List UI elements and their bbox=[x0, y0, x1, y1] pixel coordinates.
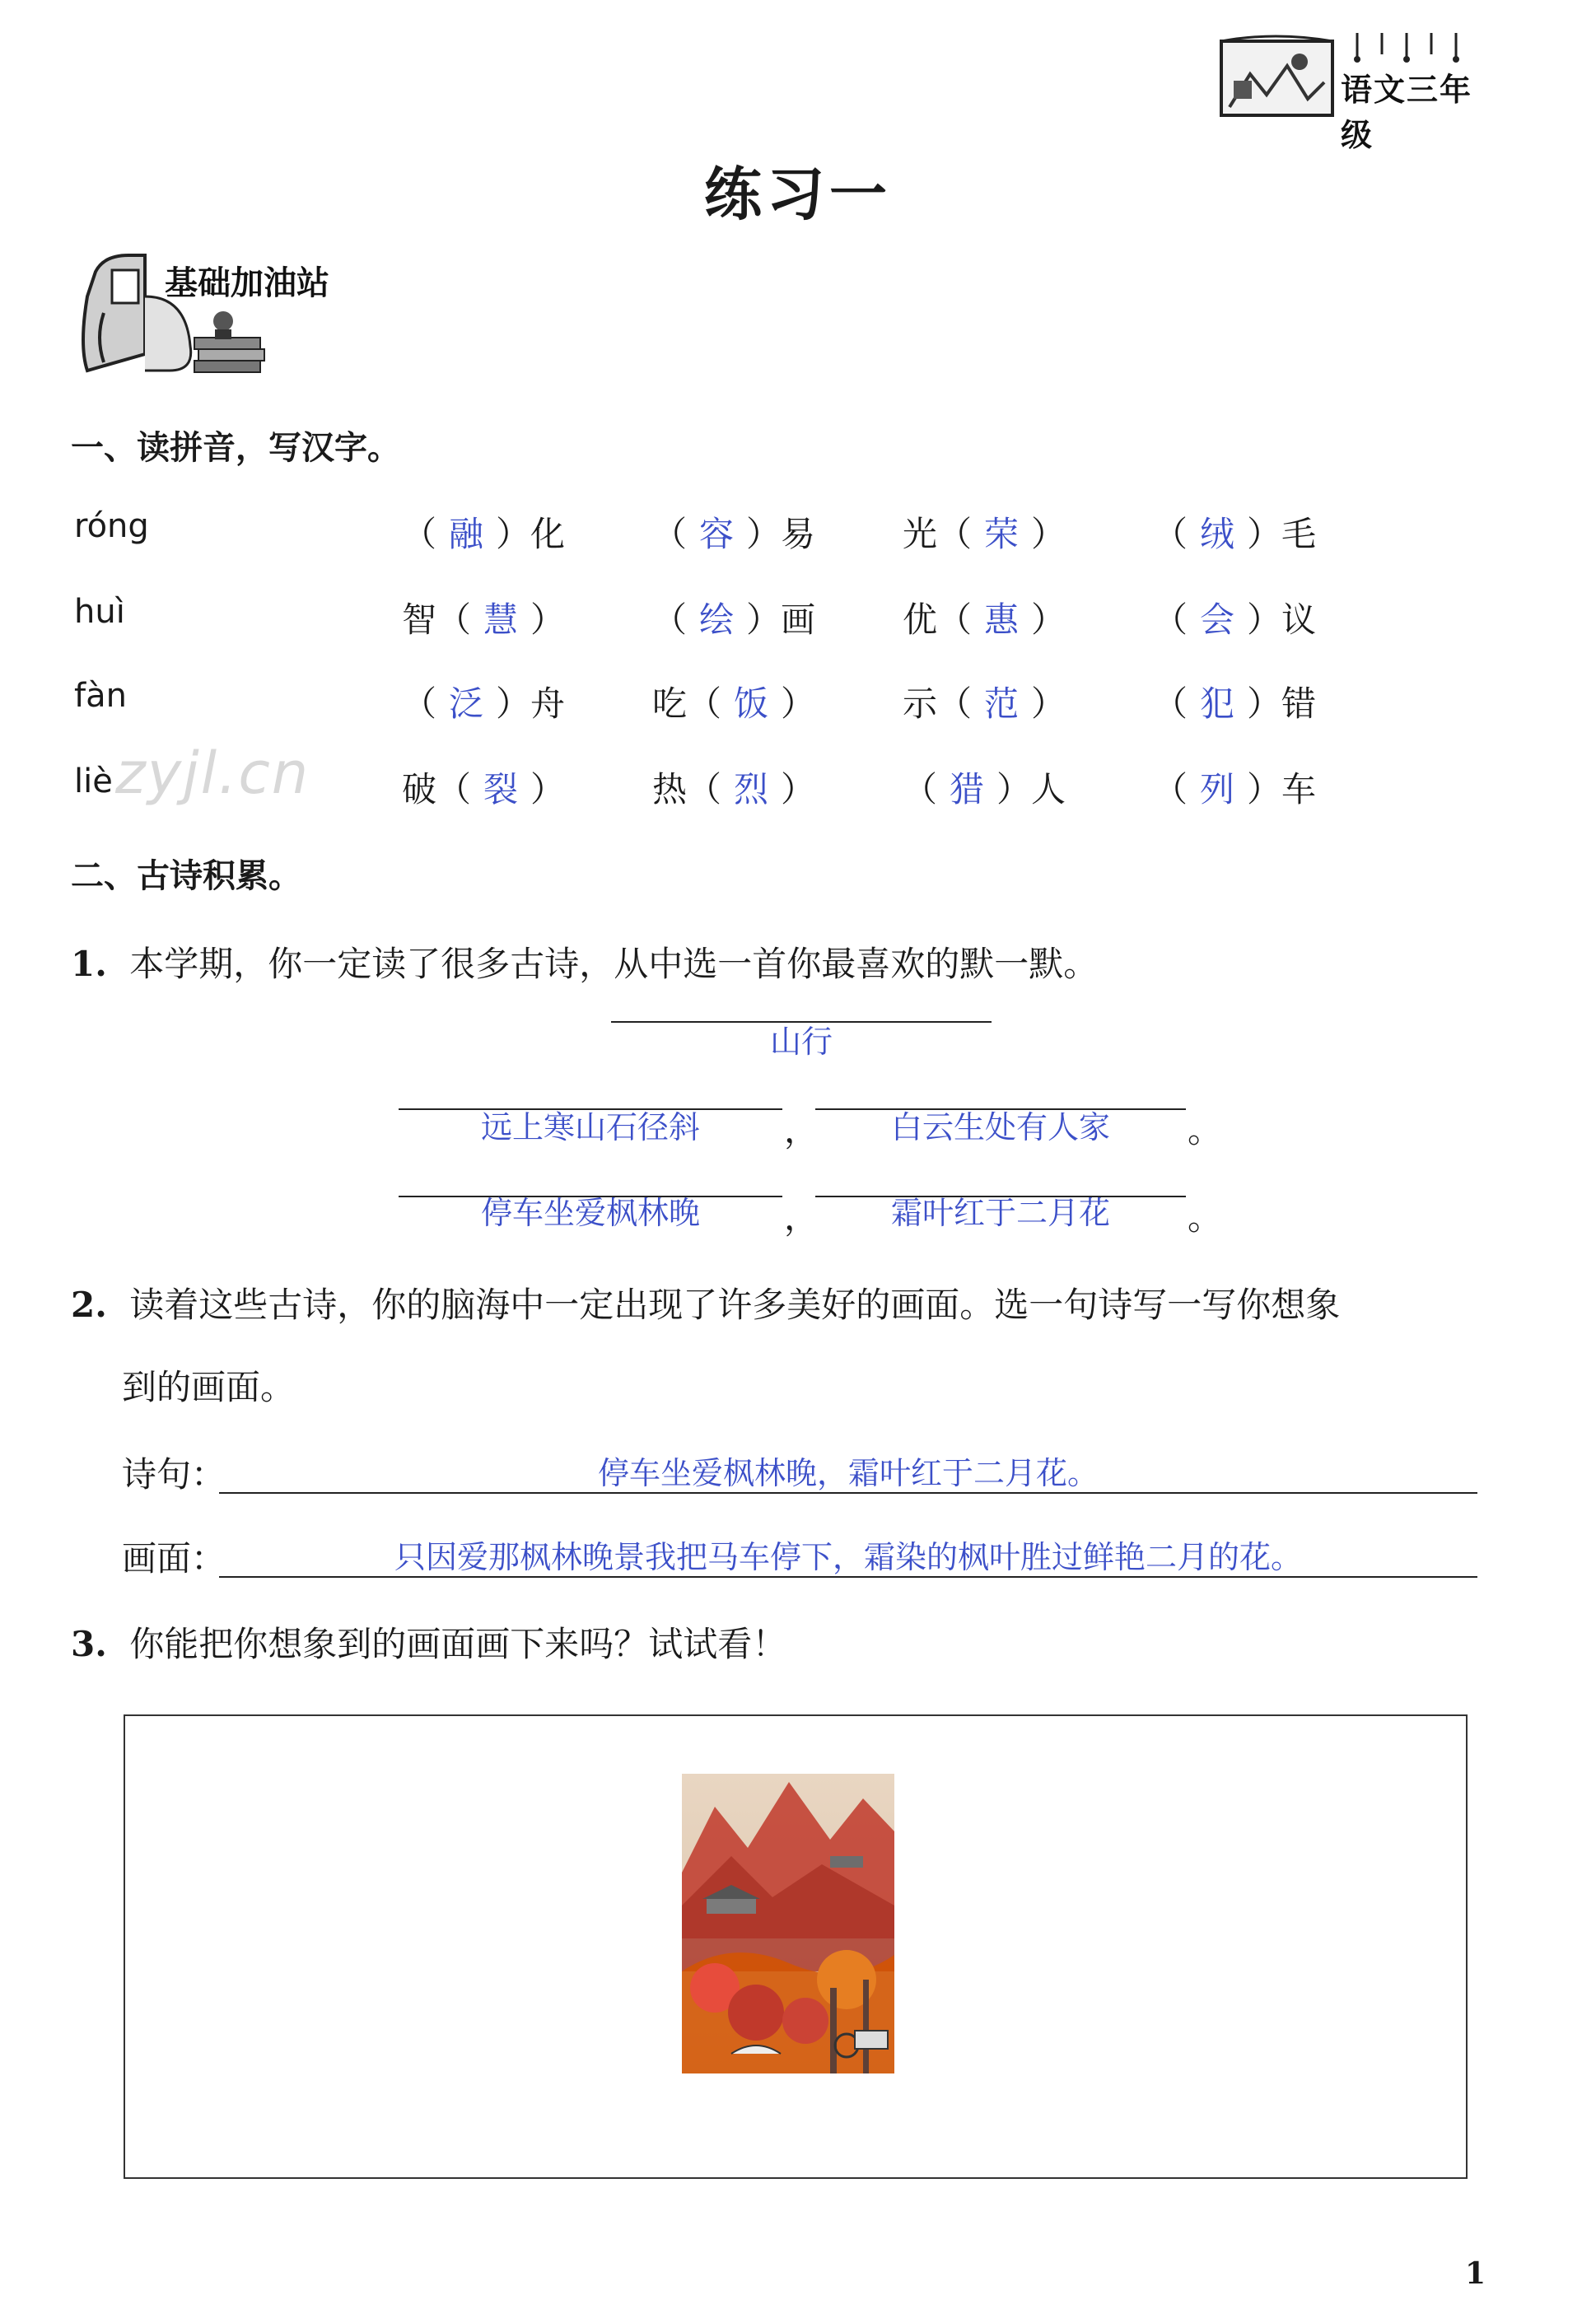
word-cell: （ 绒 ）毛 bbox=[1153, 507, 1316, 557]
word-cell: 热（ 烈 ） bbox=[652, 763, 815, 812]
answer-text: 烈 bbox=[734, 769, 769, 809]
header-badge-text: 语文三年级 bbox=[1341, 71, 1473, 153]
question-2-line2: 到的画面。 bbox=[122, 1367, 296, 1407]
comma: ， bbox=[784, 1197, 819, 1238]
section-1-heading: 一、读拼音，写汉字。 bbox=[71, 428, 400, 467]
poem-line-text: 停车坐爱枫林晚 bbox=[480, 1195, 700, 1231]
pinyin-rong: róng bbox=[74, 507, 149, 545]
poem-label: 诗句： bbox=[122, 1454, 226, 1495]
word-cell: （ 猎 ）人 bbox=[903, 763, 1066, 812]
question-number: 2. bbox=[71, 1285, 107, 1325]
autumn-maple-painting bbox=[682, 1774, 894, 2073]
header-badge bbox=[1217, 33, 1489, 153]
question-number: 1. bbox=[71, 944, 107, 984]
pinyin-lie: liè bbox=[74, 763, 113, 800]
question-text: 本学期，你一定读了很多古诗，从中选一首你最喜欢的默一默。 bbox=[129, 944, 1099, 984]
answer-text: 范 bbox=[984, 683, 1020, 724]
watermark: zyjl.cn bbox=[115, 739, 310, 807]
section-2-heading: 二、古诗积累。 bbox=[71, 856, 301, 895]
word-cell: 优（ 惠 ） bbox=[903, 593, 1066, 642]
pinyin-hui: huì bbox=[74, 593, 125, 631]
poem-line-text: 霜叶红于二月花 bbox=[890, 1195, 1110, 1231]
word-cell: （ 列 ）车 bbox=[1153, 763, 1316, 812]
word-cell: （ 会 ）议 bbox=[1153, 593, 1316, 642]
word-cell: 破（ 裂 ） bbox=[402, 763, 565, 812]
answer-text: 列 bbox=[1200, 769, 1235, 809]
answer-text: 容 bbox=[699, 514, 735, 554]
page-number: 1 bbox=[1464, 2256, 1486, 2291]
period: 。 bbox=[1188, 1110, 1223, 1150]
scene-label: 画面： bbox=[122, 1538, 226, 1579]
poem-line-text: 远上寒山石径斜 bbox=[480, 1109, 700, 1145]
word-cell: 智（ 慧 ） bbox=[402, 593, 565, 642]
poem-answer: 停车坐爱枫林晚，霜叶红于二月花。 bbox=[597, 1455, 1099, 1491]
answer-text: 犯 bbox=[1200, 683, 1235, 724]
question-text: 你能把你想象到的画面画下来吗？试试看！ bbox=[129, 1624, 787, 1664]
word-cell: （ 容 ）易 bbox=[652, 507, 815, 557]
answer-text: 慧 bbox=[483, 599, 519, 640]
comma: ， bbox=[784, 1110, 819, 1150]
word-cell: （ 犯 ）错 bbox=[1153, 677, 1316, 726]
station-label: 基础加油站 bbox=[165, 264, 329, 302]
answer-text: 融 bbox=[449, 514, 484, 554]
answer-text: 泛 bbox=[449, 683, 484, 724]
scene-answer: 只因爱那枫林晚景我把马车停下，霜染的枫叶胜过鲜艳二月的花。 bbox=[394, 1539, 1302, 1575]
question-2 bbox=[71, 1278, 1340, 1327]
question-text: 读着这些古诗，你的脑海中一定出现了许多美好的画面。选一句诗写一写你想象 bbox=[129, 1285, 1341, 1325]
answer-text: 猎 bbox=[950, 769, 985, 809]
pinyin-fan: fàn bbox=[74, 677, 127, 715]
question-1 bbox=[71, 937, 1098, 987]
answer-text: 饭 bbox=[734, 683, 769, 724]
answer-text: 裂 bbox=[483, 769, 519, 809]
poem-line-text: 白云生处有人家 bbox=[890, 1109, 1110, 1145]
page-title: 练习一 bbox=[704, 160, 892, 228]
question-3 bbox=[71, 1617, 786, 1667]
answer-text: 绘 bbox=[699, 599, 735, 640]
answer-text: 荣 bbox=[984, 514, 1020, 554]
word-cell: （ 融 ）化 bbox=[402, 507, 565, 557]
word-cell: 示（ 范 ） bbox=[903, 677, 1066, 726]
word-cell: （ 绘 ）画 bbox=[652, 593, 815, 642]
word-cell: （ 泛 ）舟 bbox=[402, 677, 565, 726]
question-number: 3. bbox=[71, 1624, 107, 1664]
answer-text: 会 bbox=[1200, 599, 1235, 640]
word-cell: 吃（ 饭 ） bbox=[652, 677, 815, 726]
drawing-box bbox=[124, 1714, 1468, 2179]
poem-title: 山行 bbox=[769, 1024, 833, 1060]
period: 。 bbox=[1188, 1197, 1223, 1238]
word-cell: 光（ 荣 ） bbox=[903, 507, 1066, 557]
answer-text: 绒 bbox=[1200, 514, 1235, 554]
answer-text: 惠 bbox=[984, 599, 1020, 640]
